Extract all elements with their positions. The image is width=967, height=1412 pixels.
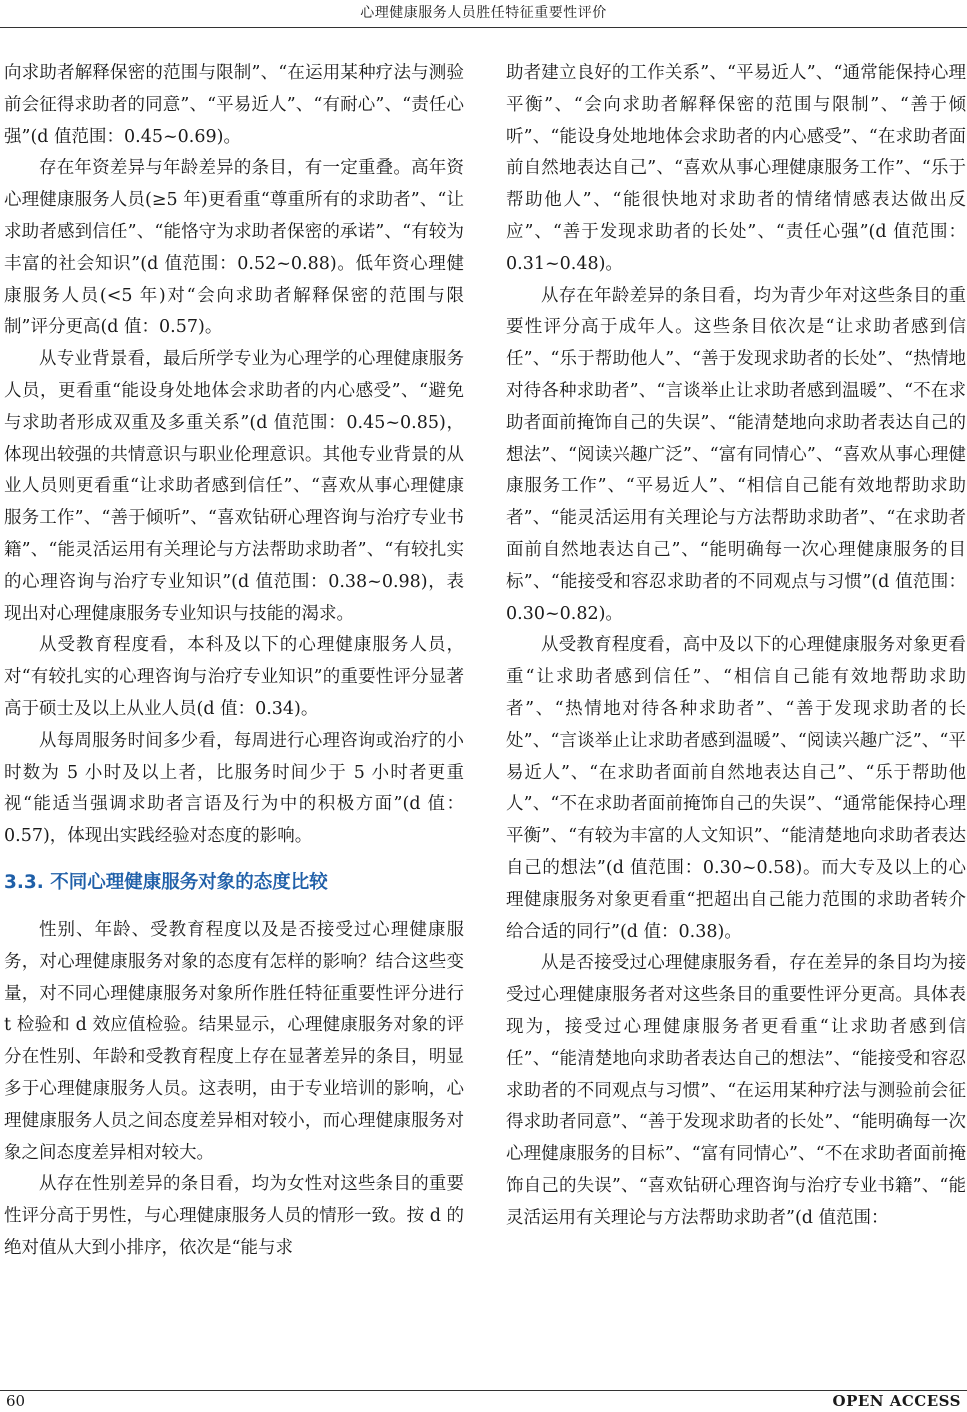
paragraph: 从每周服务时间多少看，每周进行心理咨询或治疗的小时数为 5 小时及以上者，比服务时间少于 5 小时者更重视“能适当强调求助者言语及行为中的积极方面”(d 值：0.57)，体现出实践经验对态度的影响。 xyxy=(4,730,464,847)
paragraph: 从存在性别差异的条目看，均为女性对这些条目的重要性评分高于男性，与心理健康服务人员的情形一致。按 d 的绝对值从大到小排序，依次是“能与求 xyxy=(4,1174,464,1258)
open-access-label: OPEN ACCESS xyxy=(832,1392,961,1410)
paragraph: 存在年资差异与年龄差异的条目，有一定重叠。高年资心理健康服务人员(≥5 年)更看重“尊重所有的求助者”、“让求助者感到信任”、“能恪守为求助者保密的承诺”、“有较为丰富的社会知识”(d 值范围：0.52~0.88)。低年资心理健康服务人员(<5 年)对“会向求助者解释保密的范围与限制”评分更高(d 值：0.57)。 xyxy=(4,158,464,338)
paragraph: 从是否接受过心理健康服务看，存在差异的条目均为接受过心理健康服务者对这些条目的重要性评分更高。具体表现为，接受过心理健康服务者更看重“让求助者感到信任”、“能清楚地向求助者表达自己的想法”、“能接受和容忍求助者的不同观点与习惯”、“在运用某种疗法与测验前会征得求助者同意”、“善于发现求助者的长处”、“能明确每一次心理健康服务的目标”、“富有同情心”、“不在求助者面前掩饰自己的失误”、“喜欢钻研心理咨询与治疗专业书籍”、“能灵活运用有关理论与方法帮助求助者”(d 值范围： xyxy=(506,953,966,1228)
running-header: 心理健康服务人员胜任特征重要性评价 xyxy=(360,5,607,21)
paragraph: 性别、年龄、受教育程度以及是否接受过心理健康服务，对心理健康服务对象的态度有怎样的影响？结合这些变量，对不同心理健康服务对象所作胜任特征重要性评分进行 t 检验和 d 效应值检验。结果显示，心理健康服务对象的评分在性别、年龄和受教育程度上存在显著差异的条目，明显多于心理健康服务人员。这表明，由于专业培训的影响，心理健康服务人员之间态度差异相对较小，而心理健康服务对象之间态度差异相对较大。 xyxy=(4,919,464,1163)
paragraph: 从受教育程度看，高中及以下的心理健康服务对象更看重“让求助者感到信任”、“相信自己能有效地帮助求助者”、“热情地对待各种求助者”、“善于发现求助者的长处”、“言谈举止让求助者感到温暖”、“阅读兴趣广泛”、“平易近人”、“在求助者面前自然地表达自己”、“乐于帮助他人”、“不在求助者面前掩饰自己的失误”、“通常能保持心理平衡”、“有较为丰富的人文知识”、“能清楚地向求助者表达自己的想法”(d 值范围：0.30~0.58)。而大专及以上的心理健康服务对象更看重“把超出自己能力范围的求助者转介给合适的同行”(d 值：0.38)。 xyxy=(506,635,966,942)
paragraph: 向求助者解释保密的范围与限制”、“在运用某种疗法与测验前会征得求助者的同意”、“平易近人”、“有耐心”、“责任心强”(d 值范围：0.45~0.69)。 xyxy=(4,63,464,147)
paragraph: 从受教育程度看，本科及以下的心理健康服务人员，对“有较扎实的心理咨询与治疗专业知识”的重要性评分显著高于硕士及以上从业人员(d 值：0.34)。 xyxy=(4,635,464,719)
header-divider xyxy=(0,27,967,28)
footer-divider xyxy=(0,1390,967,1391)
left-column xyxy=(4,58,464,1265)
paragraph: 从存在年龄差异的条目看，均为青少年对这些条目的重要性评分高于成年人。这些条目依次是“让求助者感到信任”、“乐于帮助他人”、“善于发现求助者的长处”、“热情地对待各种求助者”、“言谈举止让求助者感到温暖”、“不在求助者面前掩饰自己的失误”、“能清楚地向求助者表达自己的想法”、“阅读兴趣广泛”、“富有同情心”、“喜欢从事心理健康服务工作”、“平易近人”、“相信自己能有效地帮助求助者”、“能灵活运用有关理论与方法帮助求助者”、“在求助者面前自然地表达自己”、“能明确每一次心理健康服务的目标”、“能接受和容忍求助者的不同观点与习惯”(d 值范围：0.30~0.82)。 xyxy=(506,285,966,624)
section-heading: 3.3. 不同心理健康服务对象的态度比较 xyxy=(4,871,328,893)
paragraph: 从专业背景看，最后所学专业为心理学的心理健康服务人员，更看重“能设身处地体会求助者的内心感受”、“避免与求助者形成双重及多重关系”(d 值范围：0.45~0.85)，体现出较强的共情意识与职业伦理意识。其他专业背景的从业人员则更看重“让求助者感到信任”、“喜欢从事心理健康服务工作”、“善于倾听”、“喜欢钻研心理咨询与治疗专业书籍”、“能灵活运用有关理论与方法帮助求助者”、“有较扎实的心理咨询与治疗专业知识”(d 值范围：0.38~0.98)，表现出对心理健康服务专业知识与技能的渴求。 xyxy=(4,349,464,624)
paragraph: 助者建立良好的工作关系”、“平易近人”、“通常能保持心理平衡”、“会向求助者解释保密的范围与限制”、“善于倾听”、“能设身处地地体会求助者的内心感受”、“在求助者面前自然地表达自己”、“喜欢从事心理健康服务工作”、“乐于帮助他人”、“能很快地对求助者的情绪情感表达做出反应”、“善于发现求助者的长处”、“责任心强”(d 值范围：0.31~0.48)。 xyxy=(506,63,966,274)
page-number: 60 xyxy=(6,1392,26,1410)
right-column xyxy=(506,58,966,1234)
